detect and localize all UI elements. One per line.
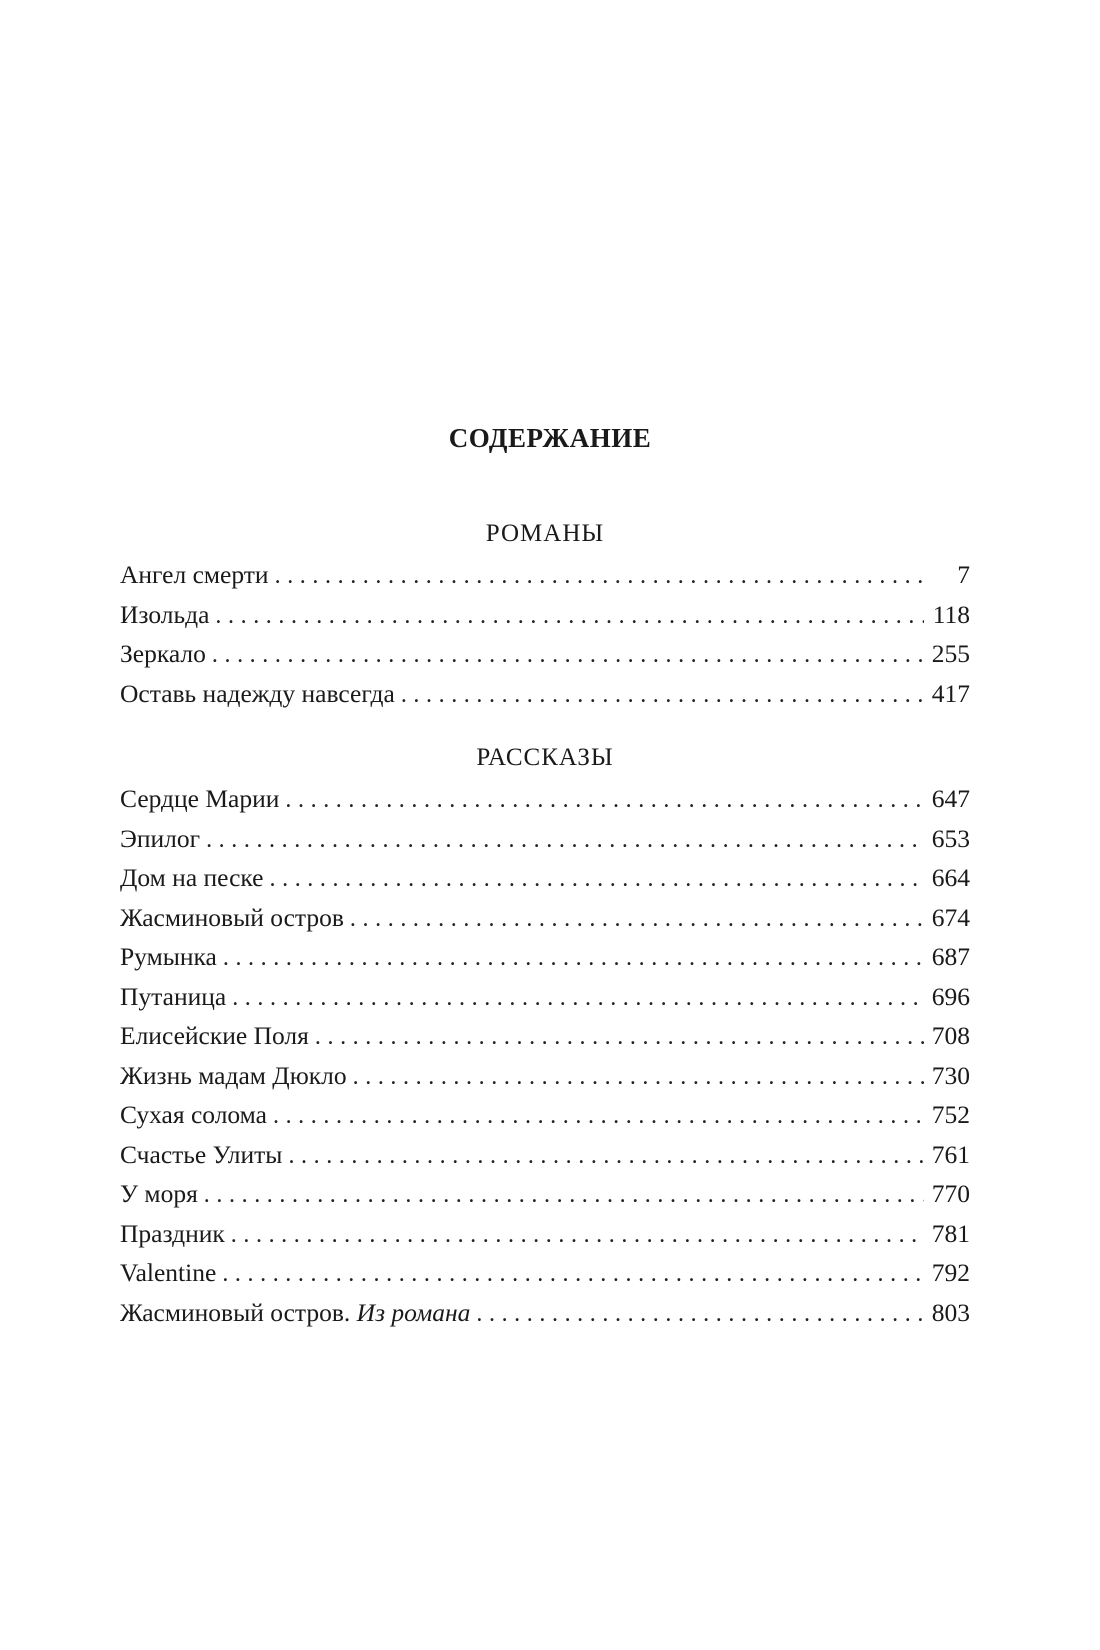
entry-page-number: 761 [931, 1139, 970, 1169]
toc-entry[interactable] [120, 1135, 970, 1175]
dot-leader [285, 781, 924, 821]
dot-leader [232, 979, 924, 1019]
entry-title: Сердце Марии [120, 784, 280, 813]
dot-leader [476, 1295, 924, 1335]
entry-page-number: 664 [931, 863, 970, 892]
entry-title: Жасминовый остров [120, 902, 344, 932]
entry-page-number: 7 [957, 560, 970, 589]
entry-title: Праздник [120, 1218, 225, 1248]
entry-title: Сухая солома [120, 1100, 267, 1129]
toc-entry[interactable] [120, 1095, 970, 1135]
entry-title: Зеркало [120, 639, 206, 668]
entry-title: Жизнь мадам Дюкло [120, 1060, 347, 1090]
toc-entry[interactable] [120, 1253, 970, 1293]
toc-entry[interactable] [120, 1056, 970, 1096]
toc-entry[interactable] [120, 937, 970, 977]
entry-title: У моря [120, 1179, 198, 1208]
toc-entry[interactable] [120, 898, 970, 938]
toc-entry[interactable] [120, 977, 970, 1017]
entry-page-number: 792 [931, 1258, 970, 1287]
entry-title: Изольда [120, 599, 210, 629]
entry-title-mixed [120, 1293, 476, 1333]
dot-leader [350, 900, 924, 940]
entry-title: Ангел смерти [120, 560, 269, 589]
entry-page-number: 647 [931, 784, 970, 813]
section-heading: РОМАНЫ [485, 520, 605, 547]
section-heading: РАССКАЗЫ [476, 744, 614, 771]
dot-leader [206, 821, 924, 861]
entry-title-italic: Из романа [356, 1297, 471, 1327]
entry-title: Valentine [120, 1258, 217, 1287]
entry-page-number: 255 [931, 639, 970, 668]
toc-entry[interactable] [120, 1214, 970, 1254]
toc-title: СОДЕРЖАНИЕ [448, 423, 652, 453]
entry-page-number: 118 [932, 599, 970, 629]
dot-leader [275, 557, 924, 597]
dot-leader [212, 636, 924, 676]
entry-title-roman: Жасминовый остров. [120, 1297, 351, 1327]
toc-entry[interactable] [120, 674, 970, 714]
entry-page-number: 696 [931, 981, 970, 1011]
dot-leader [215, 597, 924, 637]
entry-title: Оставь надежду навсегда [120, 678, 395, 708]
dot-leader [353, 1058, 924, 1098]
entry-page-number: 417 [931, 678, 970, 708]
entry-page-number: 674 [931, 902, 970, 932]
toc-entry[interactable] [120, 1016, 970, 1056]
toc-entry[interactable] [120, 819, 970, 859]
entry-title: Эпилог [120, 823, 201, 853]
dot-leader [315, 1018, 924, 1058]
dot-leader [204, 1176, 924, 1216]
dot-leader [273, 1097, 924, 1137]
entry-title: Румынка [120, 942, 217, 971]
entry-page-number: 687 [931, 942, 970, 971]
toc-section-novels [120, 519, 970, 713]
toc-entry[interactable] [120, 779, 970, 819]
toc-entry[interactable] [120, 595, 970, 635]
dot-leader [401, 676, 924, 716]
entry-page-number: 803 [931, 1297, 970, 1327]
entry-title: Дом на песке [120, 863, 264, 892]
entry-title: Счастье Улиты [120, 1139, 283, 1169]
entry-title: Путаница [120, 981, 227, 1011]
dot-leader [288, 1137, 924, 1177]
entry-page-number: 708 [931, 1021, 970, 1050]
entry-page-number: 770 [931, 1179, 970, 1208]
entry-page-number: 653 [931, 823, 970, 853]
dot-leader [231, 1216, 924, 1256]
dot-leader [223, 939, 924, 979]
entry-page-number: 730 [931, 1060, 970, 1090]
toc-entry[interactable] [120, 1174, 970, 1214]
toc-section-stories [120, 743, 970, 1332]
toc-entry[interactable] [120, 1293, 970, 1333]
entry-title: Елисейские Поля [120, 1021, 309, 1050]
dot-leader [270, 860, 925, 900]
toc-entry[interactable] [120, 634, 970, 674]
toc-entry[interactable] [120, 555, 970, 595]
dot-leader [222, 1255, 924, 1295]
entry-page-number: 752 [931, 1100, 970, 1129]
toc-entry[interactable] [120, 858, 970, 898]
entry-page-number: 781 [931, 1218, 970, 1248]
